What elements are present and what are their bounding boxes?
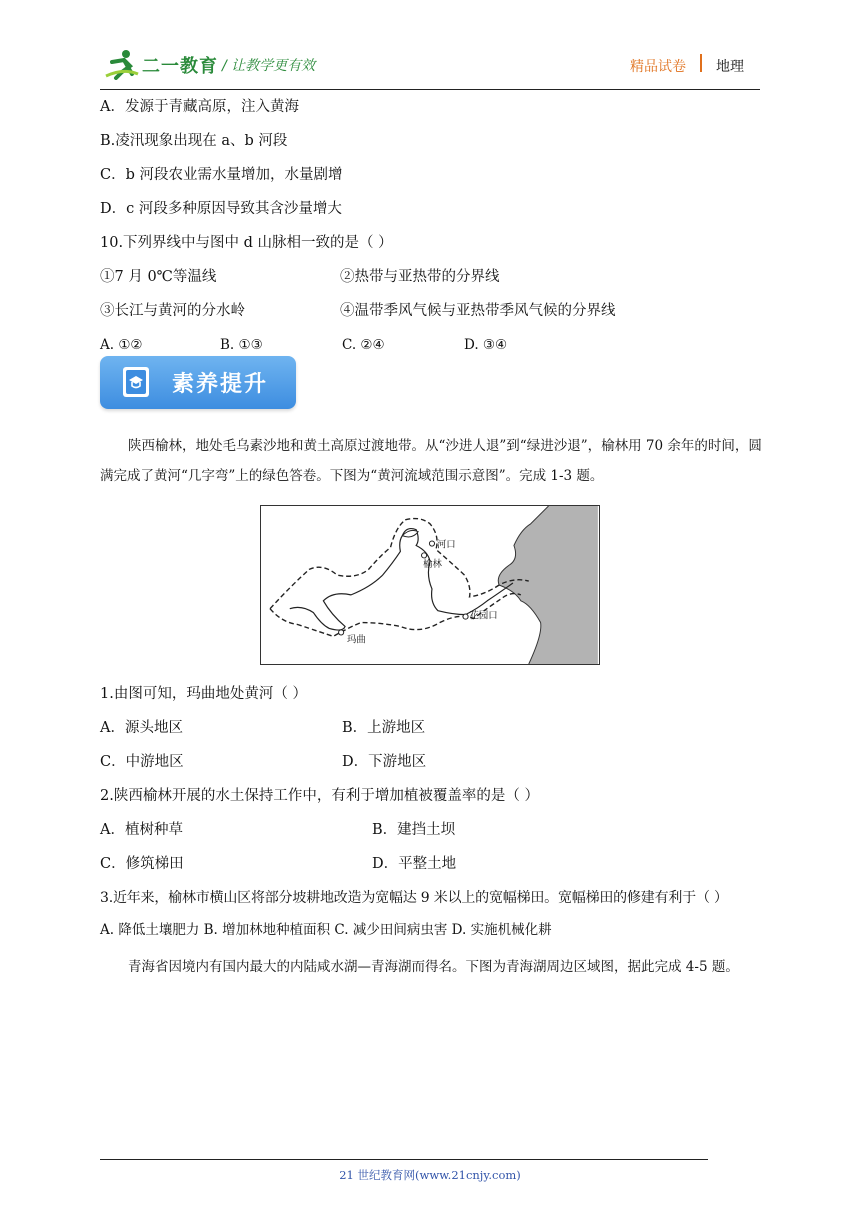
q9-option-d: D．c 河段多种原因导致其含沙量增大 [100,201,342,217]
q1-choice-b: B．上游地区 [342,720,426,736]
q3-stem: 3.近年来，榆林市横山区将部分坡耕地改造为宽幅达 9 米以上的宽幅梯田。宽幅梯田的修建有利于（ ） [100,890,728,906]
q2-choice-a: A．植树种草 [100,822,183,838]
q9-option-b: B.凌汛现象出现在 a、b 河段 [100,133,288,149]
brand-slogan: / 让教学更有效 [222,58,316,74]
sea-area [498,506,598,664]
q3-choices: A. 降低土壤肥力 B. 增加林地种植面积 C. 减少田间病虫害 D. 实施机械化耕 [100,922,552,938]
q1-choice-a: A．源头地区 [100,720,183,736]
passage-qinghai: 青海省因境内有国内最大的内陆咸水湖—青海湖而得名。下图为青海湖周边区域图，据此完成 4-5 题。 [128,959,739,975]
q1-choice-c: C．中游地区 [100,754,184,770]
section-title: 素养提升 [172,372,269,397]
q10-item-1: ①7 月 0℃等温线 [100,269,217,285]
paper-tag: 精品试卷 [630,59,686,75]
brand-name: 二一教育 [142,56,218,77]
section-badge [100,356,296,409]
huayuankou-label: 花园口 [469,610,498,622]
q10-choice-b: B. ①③ [220,337,263,353]
q2-choice-d: D．平整土地 [372,856,457,872]
passage-yulin: 陕西榆林，地处毛乌素沙地和黄土高原过渡地带。从“沙进人退”到“绿进沙退”，榆林用 70 余年的时间，圆满完成了黄河“几字弯”上的绿色答卷。下图为“黄河流域范围示意图”。完成 1-3 题。 [100,438,762,484]
graduation-book-icon [120,365,154,399]
q10-item-2: ②热带与亚热带的分界线 [340,269,500,285]
hekou-marker [429,541,434,546]
maqu-marker [339,630,344,635]
q10-choice-d: D. ③④ [464,337,508,353]
yulin-marker [422,553,427,558]
q10-item-4: ④温带季风气候与亚热带季风气候的分界线 [340,303,616,319]
q2-stem: 2.陕西榆林开展的水土保持工作中，有利于增加植被覆盖率的是（ ） [100,788,539,804]
hekou-label: 河口 [436,539,456,551]
q2-choice-c: C．修筑梯田 [100,856,184,872]
q1-choice-d: D．下游地区 [342,754,427,770]
maqu-label: 玛曲 [347,634,366,646]
q1-stem: 1.由图可知，玛曲地处黄河（ ） [100,686,307,702]
q10-choice-c: C. ②④ [342,337,385,353]
q10-stem: 10.下列界线中与图中 d 山脉相一致的是（ ） [100,235,393,251]
yulin-label: 榆林 [423,559,442,571]
q9-option-a: A．发源于青藏高原，注入黄海 [100,99,299,115]
q10-item-3: ③长江与黄河的分水岭 [100,303,245,319]
huayuankou-marker [463,614,468,619]
footer-link[interactable]: 21 世纪教育网(www.21cnjy.com) [339,1168,521,1182]
yellow-river-basin-map [260,505,600,665]
q9-option-c: C．b 河段农业需水量增加，水量剧增 [100,167,343,183]
header-separator [700,54,702,72]
footer-divider [100,1159,708,1160]
q2-choice-b: B．建挡土坝 [372,822,456,838]
header-divider [100,89,760,90]
basin-boundary-north [270,519,529,609]
q10-choice-a: A. ①② [100,337,143,353]
subject-label: 地理 [716,59,744,75]
